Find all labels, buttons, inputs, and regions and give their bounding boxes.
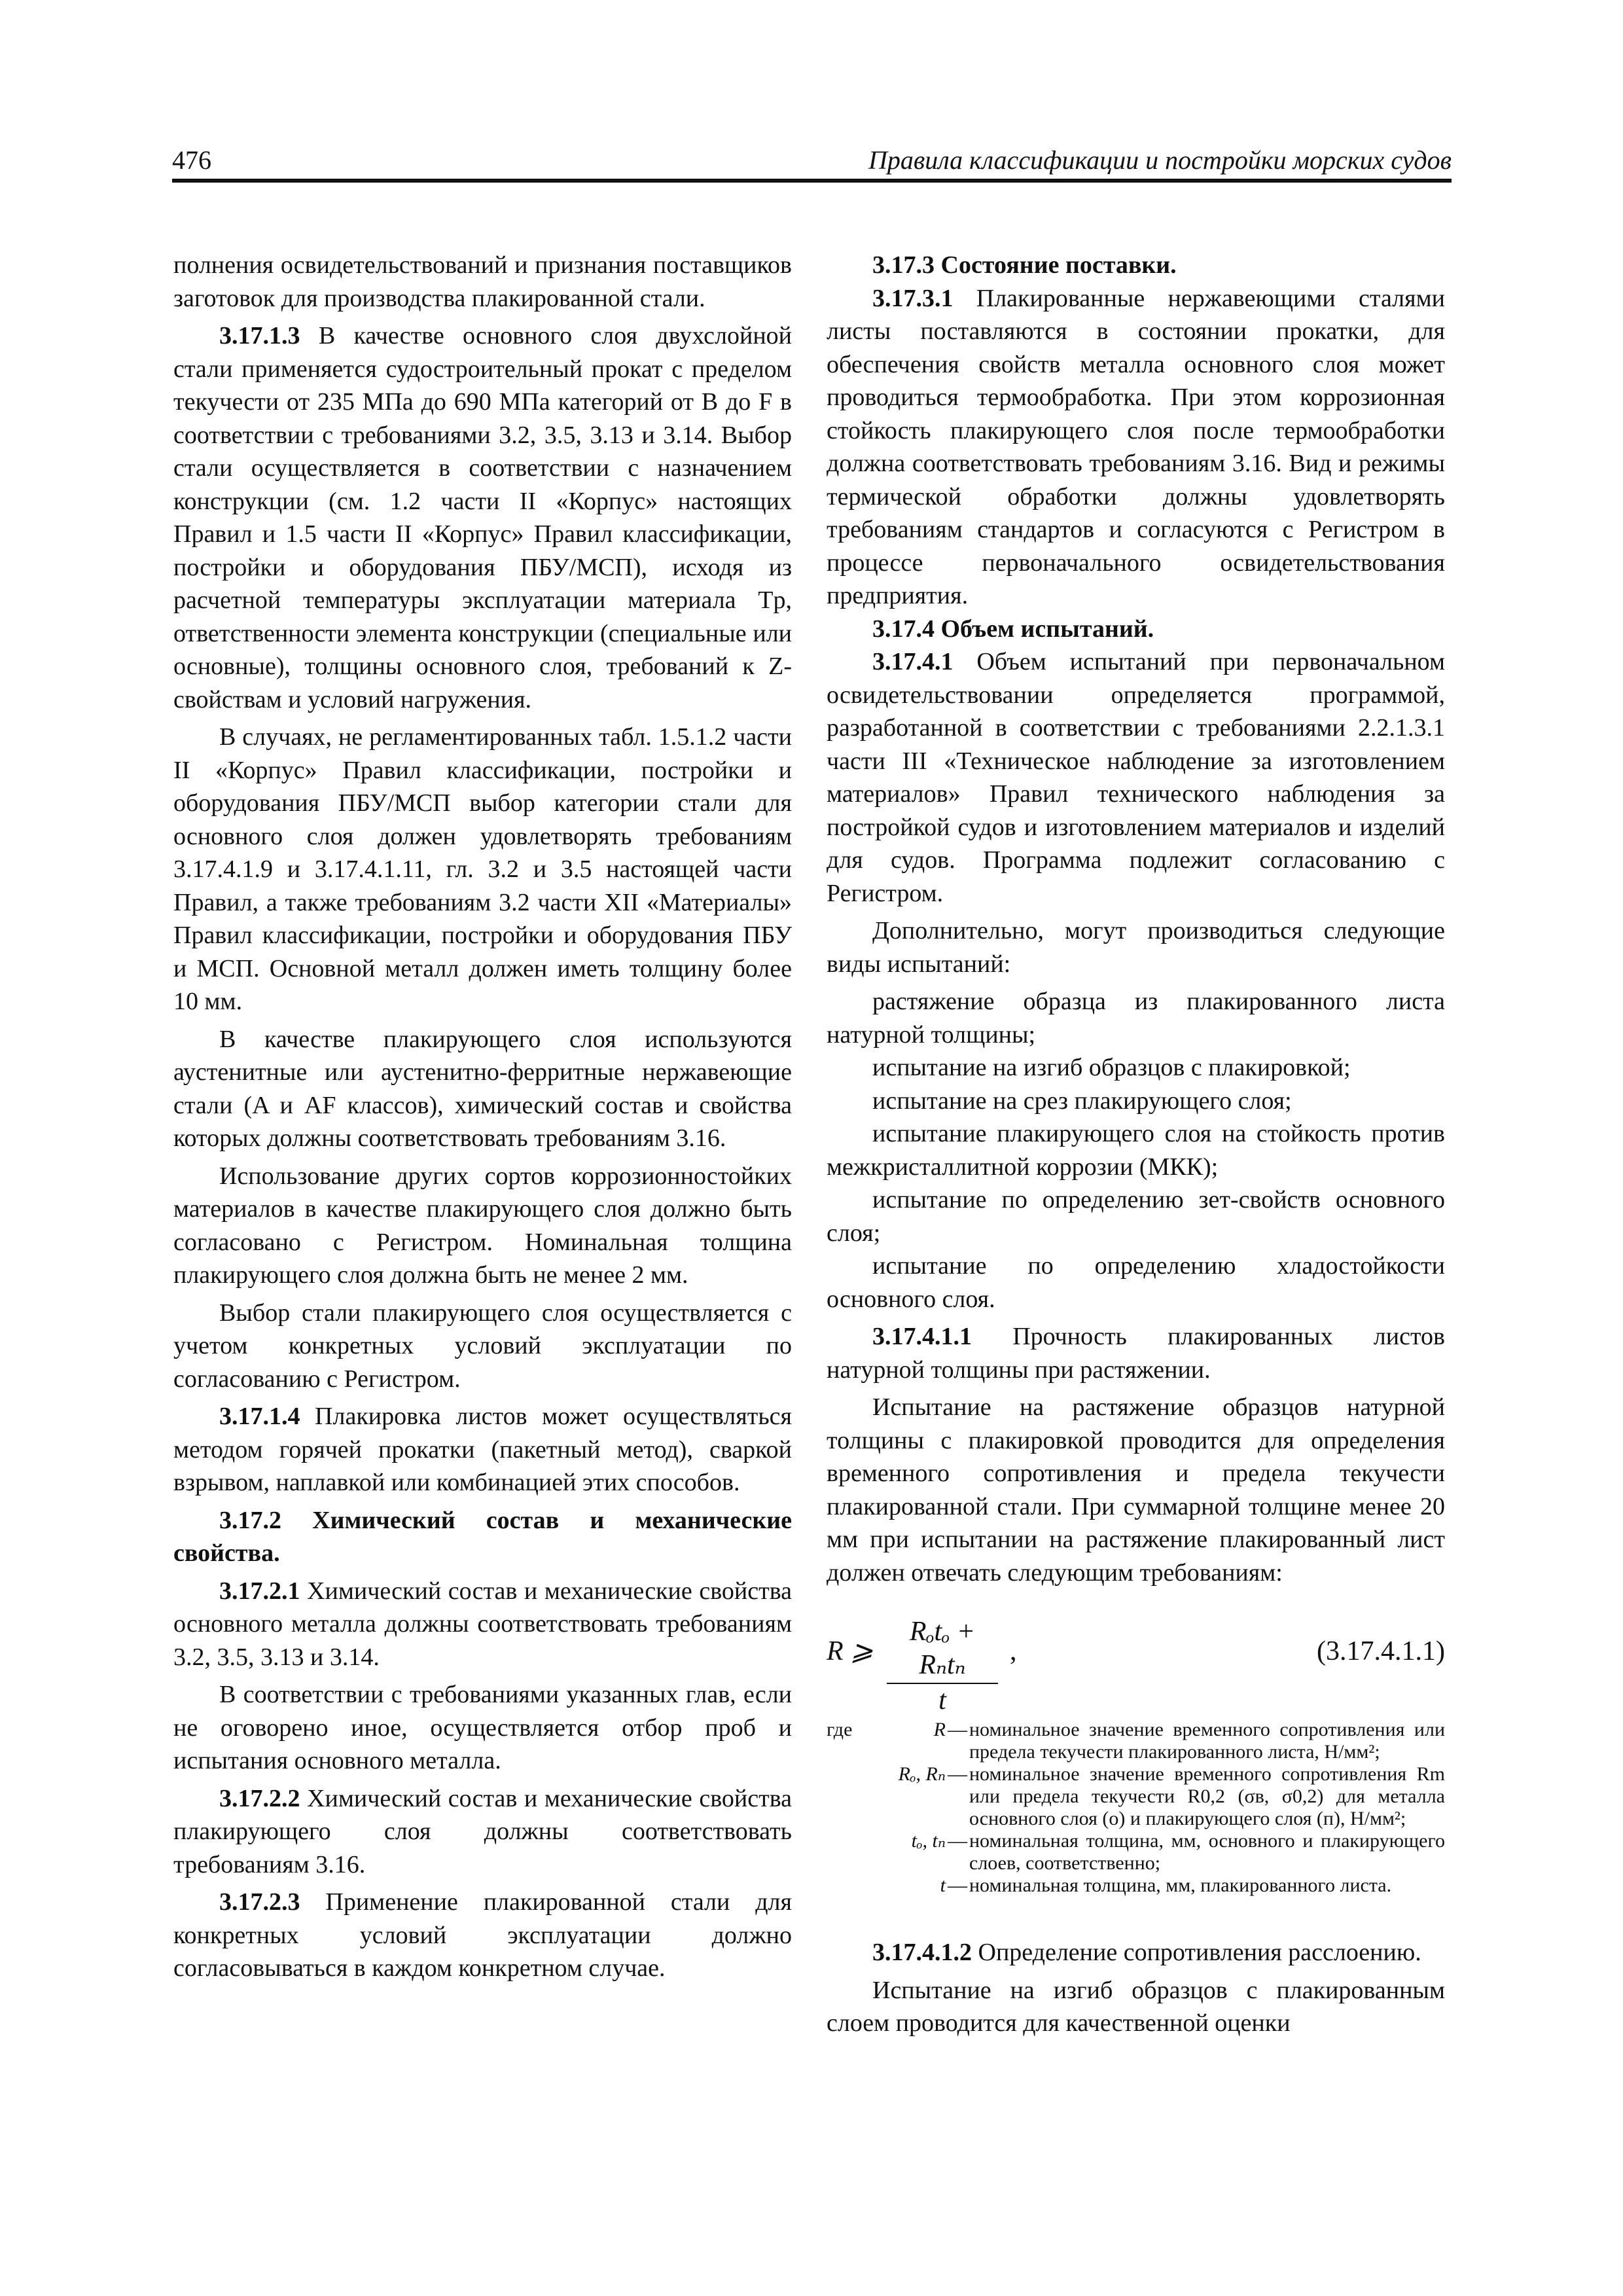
legend-lead: где xyxy=(827,1719,853,1740)
clause-text: Объем испытаний при первоначальном освидетельствовании определяется программой, разработанной в соответствии с требованиями 2.2.1.3.1 части III «Техническое наблюдение за изготовлением материалов» Правил технического наблюдения за постройкой судов и изготовлением материалов и изделий для судов. Программа подлежит согласованию с Регистром. xyxy=(827,648,1445,907)
clause-text: Химический состав и механические свойства основного металла должны соответствовать требованиям 3.2, 3.5, 3.13 и 3.14. xyxy=(173,1577,792,1671)
paragraph: В соответствии с требованиями указанных глав, если не оговорено иное, осуществляется отбор проб и испытания основного металла. xyxy=(173,1681,792,1774)
clause-number: 3.17.3.1 xyxy=(872,284,954,312)
variable-legend xyxy=(827,1719,1445,1897)
test-list-item: испытание по определению хладостойкости основного слоя. xyxy=(827,1252,1445,1313)
clause-3-17-2-3 xyxy=(173,1886,792,1985)
clause-3-17-4-1-2 xyxy=(827,1936,1445,1969)
clause-text: В качестве основного слоя двухслойной стали применяется судостроительный прокат с пределом текучести от 235 МПа до 690 МПа категорий от B до F в соответствии с требованиями 3.2, 3.5, 3.13 и 3.14. Выбор стали осуществляется в соответствии с назначением конструкции (см. 1.2 части II «Корпус» настоящих Правил и 1.5 части II «Корпус» Правил классификации, постройки и оборудования ПБУ/МСП), исходя из расчетной температуры эксплуатации материала Tp, ответственности элемента конструкции (специальные или основные), толщины основного слоя, требований к Z-свойствам и условий нагружения. xyxy=(173,322,792,713)
paragraph: Дополнительно, могут производиться следующие виды испытаний: xyxy=(827,917,1445,978)
clause-text: Прочность плакированных листов натурной толщины при растяжении. xyxy=(827,1323,1445,1384)
legend-dash: — xyxy=(948,1763,967,1785)
clause-text: Определение сопротивления расслоению. xyxy=(972,1939,1421,1966)
test-list-item: испытание по определению зет-свойств основного слоя; xyxy=(827,1186,1445,1247)
legend-symbol: tₒ, tₙ xyxy=(911,1830,946,1852)
clause-number: 3.17.2.1 xyxy=(219,1577,300,1605)
paragraph: Использование других сортов коррозионностойких материалов в качестве плакирующего слоя должно быть согласовано с Регистром. Номинальная толщина плакирующего слоя должна быть не менее 2 мм. xyxy=(173,1162,792,1289)
legend-dash: — xyxy=(948,1830,967,1852)
clause-number: 3.17.2.3 xyxy=(219,1888,300,1916)
legend-symbol: R xyxy=(933,1719,946,1740)
legend-description: номинальная толщина, мм, плакированного листа. xyxy=(969,1874,1392,1896)
page-header xyxy=(172,143,1452,183)
paragraph: В случаях, не регламентированных табл. 1.5.1.2 части II «Корпус» Правил классификации, постройки и оборудования ПБУ/МСП выбор категории стали для основного слоя должен удовлетворять требованиям 3.17.4.1.9 и 3.17.4.1.11, гл. 3.2 и 3.5 настоящей части Правил, а также требованиям 3.2 части XII «Материалы» Правил классификации, постройки и оборудования ПБУ и МСП. Основной металл должен иметь толщину более 10 мм. xyxy=(173,723,792,1015)
clause-3-17-2-2 xyxy=(173,1782,792,1882)
paragraph: Выбор стали плакирующего слоя осуществляется с учетом конкретных условий эксплуатации по согласованию с Регистром. xyxy=(173,1299,792,1393)
legend-description: номинальное значение временного сопротивления или предела текучести плакированного листа, Н/мм²; xyxy=(969,1719,1445,1763)
clause-3-17-1-3 xyxy=(173,319,792,716)
formula-numerator: Rₒtₒ + Rₙtₙ xyxy=(887,1615,998,1684)
clause-number: 3.17.4.1.2 xyxy=(872,1939,972,1966)
paragraph: В качестве плакирующего слоя используются аустенитные или аустенитно-ферритные нержавеющие стали (A и AF классов), химический состав и свойства которых должны соответствовать требованиям 3.16. xyxy=(173,1025,792,1152)
clause-number: 3.17.1.3 xyxy=(219,322,300,350)
legend-description: номинальная толщина, мм, основного и плакирующего слоев, соответственно; xyxy=(969,1830,1445,1874)
legend-lead xyxy=(827,1830,867,1874)
clause-text: Плакировка листов может осуществляться методом горячей прокатки (пакетный метод), сваркой взрывом, наплавкой или комбинацией этих способов. xyxy=(173,1403,792,1496)
clause-3-17-2-1 xyxy=(173,1575,792,1674)
clause-text: Химический состав и механические свойства плакирующего слоя должны соответствовать требованиям 3.16. xyxy=(173,1784,792,1878)
legend-row xyxy=(827,1719,1445,1763)
clause-text: Применение плакированной стали для конкретных условий эксплуатации должно согласовываться в каждом конкретном случае. xyxy=(173,1888,792,1982)
legend-row xyxy=(827,1874,1445,1897)
test-list-item: испытание плакирующего слоя на стойкость против межкристаллитной коррозии (МКК); xyxy=(827,1120,1445,1181)
section-heading: 3.17.3 Состояние поставки. xyxy=(872,251,1177,279)
legend-dash: — xyxy=(948,1874,967,1896)
formula-lhs: R ⩾ xyxy=(827,1636,874,1666)
legend-description: номинальное значение временного сопротивления Rm или предела текучести R0,2 (σв, σ0,2) для металла основного слоя (о) и плакирующего слоя (п), Н/мм²; xyxy=(969,1763,1445,1829)
formula-denominator: t xyxy=(938,1685,946,1715)
formula xyxy=(827,1615,1445,1715)
section-heading: 3.17.2 Химический состав и механические свойства. xyxy=(173,1506,792,1567)
clause-number: 3.17.4.1 xyxy=(872,648,954,675)
section-heading: 3.17.4 Объем испытаний. xyxy=(872,615,1154,643)
clause-3-17-4-1 xyxy=(827,645,1445,910)
legend-lead xyxy=(827,1763,867,1830)
clause-3-17-1-4 xyxy=(173,1400,792,1499)
test-list-item: растяжение образца из плакированного листа натурной толщины; xyxy=(827,988,1445,1049)
equation-number: (3.17.4.1.1) xyxy=(1317,1636,1445,1666)
clause-3-17-4-1-1 xyxy=(827,1320,1445,1386)
test-list-item: испытание на срез плакирующего слоя; xyxy=(872,1086,1292,1115)
right-column xyxy=(827,249,1445,2040)
formula-comma: , xyxy=(1010,1636,1017,1666)
paragraph: полнения освидетельствований и признания поставщиков заготовок для производства плакированной стали. xyxy=(173,251,792,312)
clause-number: 3.17.1.4 xyxy=(219,1403,300,1430)
legend-row xyxy=(827,1830,1445,1874)
test-list-item: испытание на изгиб образцов с плакировкой; xyxy=(872,1054,1351,1081)
clause-number: 3.17.2.2 xyxy=(219,1784,300,1812)
clause-3-17-3-1 xyxy=(827,282,1445,613)
running-title: Правила классификации и постройки морских судов xyxy=(868,145,1452,175)
legend-row xyxy=(827,1763,1445,1830)
left-column xyxy=(173,249,792,1985)
legend-dash: — xyxy=(948,1719,967,1740)
clause-text: Плакированные нержавеющими сталями листы поставляются в состоянии прокатки, для обеспечения свойств металла основного слоя может проводиться термообработка. При этом коррозионная стойкость плакирующего слоя после термообработки должна соответствовать требованиям 3.16. Вид и режимы термической обработки должны удовлетворять требованиям стандартов и согласуются с Регистром в процессе первоначального освидетельствования предприятия. xyxy=(827,284,1445,609)
formula-fraction xyxy=(887,1615,998,1717)
page-number: 476 xyxy=(172,145,211,175)
legend-symbol: t xyxy=(940,1874,946,1896)
paragraph: Испытание на растяжение образцов натурной толщины с плакировкой проводится для определения временного сопротивления и предела текучести плакированной стали. При суммарной толщине менее 20 мм при испытании на растяжение плакированный лист должен отвечать следующим требованиям: xyxy=(827,1393,1445,1587)
legend-lead xyxy=(827,1874,867,1897)
paragraph: Испытание на изгиб образцов с плакированным слоем проводится для качественной оценки xyxy=(827,1976,1445,2037)
clause-number: 3.17.4.1.1 xyxy=(872,1323,972,1350)
legend-symbol: Rₒ, Rₙ xyxy=(898,1763,946,1785)
